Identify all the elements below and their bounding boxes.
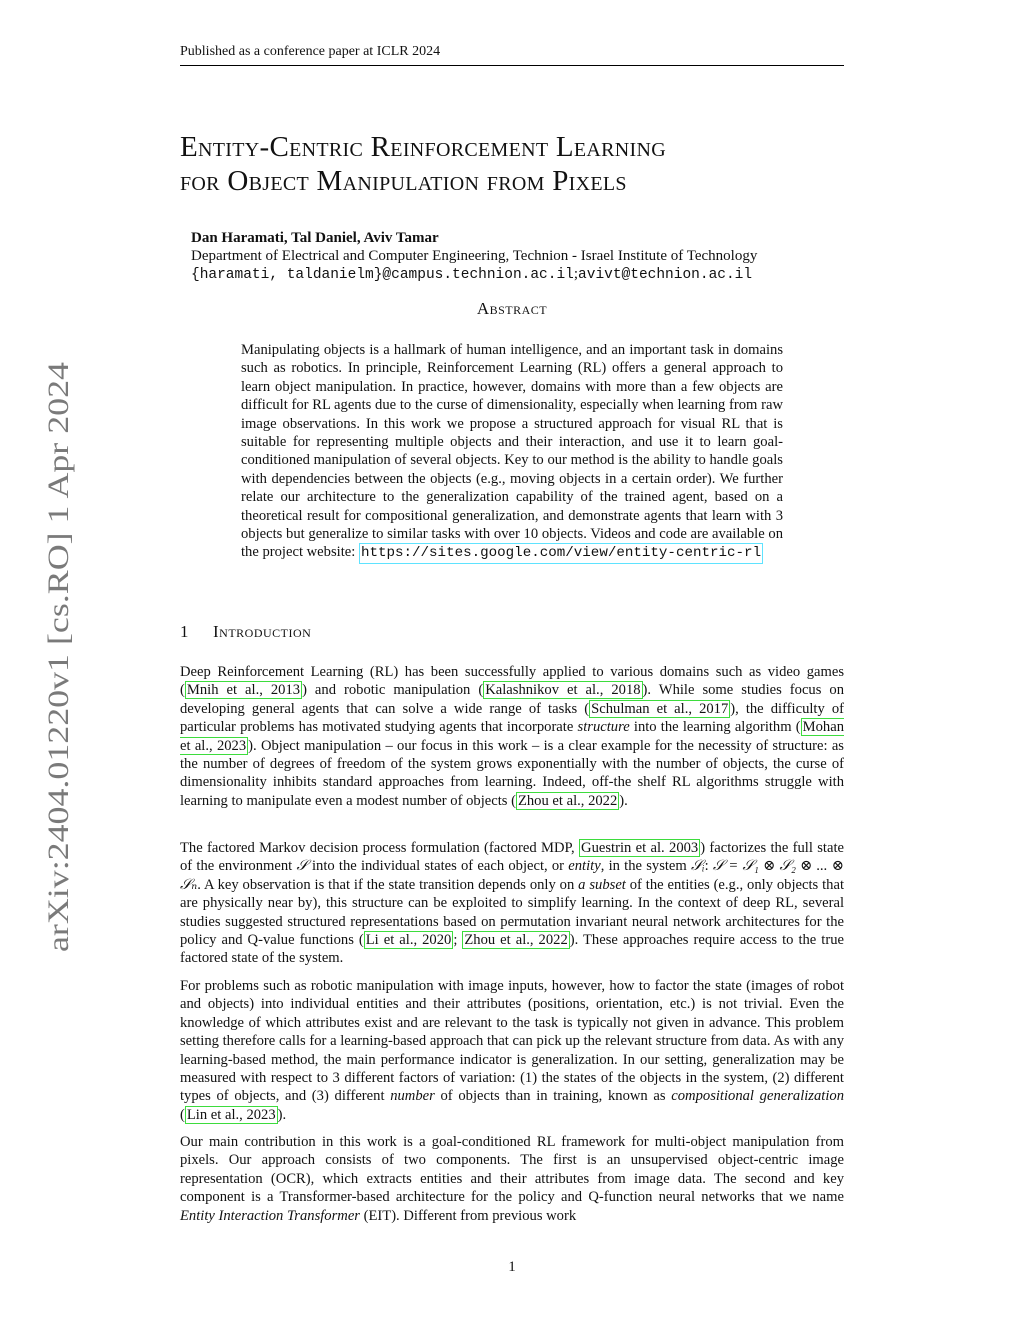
- text-run: ).: [277, 1106, 287, 1123]
- text-run: Our main contribution in this work is a goal-conditioned RL framework for multi-object manipulation from pixels. Our approach consists of two components. The first is an unsupervised object-centric image representation (OCR), which extracts entities and their attributes from image data. The second and key component is a Transformer-based architecture for the policy and Q-function neural networks that we name: [180, 1134, 844, 1206]
- paragraph-4: [180, 1133, 844, 1225]
- text-run: ;: [453, 932, 463, 949]
- math-equation: 𝒮 = 𝒮₁ ⊗ 𝒮₂ ⊗ ... ⊗ 𝒮ₙ: [180, 858, 844, 893]
- emphasis: structure: [577, 719, 630, 736]
- text-run: For problems such as robotic manipulation with image inputs, however, how to factor the state (images of robot and objects) into individual entities and their attributes (positions, orientation, etc.) is not trivial. Even the knowledge of which attributes exist and are relevant to the task is typically not given in advance. This problem setting therefore calls for a learning-based approach that can pick up the relevant structure from data. As with any learning-based method, the main performance indicator is generalization. In our setting, generalization may be measured with respect to 3 different factors of variation: (1) the states of the objects in the system, (2) different types of objects, and (3) different: [180, 978, 844, 1105]
- citation-link[interactable]: Kalashnikov et al., 2018: [485, 682, 641, 699]
- emphasis: number: [390, 1088, 435, 1105]
- emails: [191, 265, 851, 284]
- abstract-body: [241, 341, 783, 564]
- paper-title: [180, 130, 844, 198]
- citation-link[interactable]: Mohan et al., 2023: [180, 719, 844, 754]
- text-run: ) factorizes the full state of the environment: [180, 840, 844, 875]
- text-run: into the learning algorithm (: [629, 719, 801, 736]
- text-run: ), the difficulty of particular problems has motivated studying agents that incorporate: [180, 700, 844, 736]
- email-group[interactable]: {haramati, taldanielm}@campus.technion.ac.il: [191, 267, 574, 283]
- section-number: 1: [180, 622, 189, 641]
- emphasis: entity: [568, 858, 601, 875]
- page-number: 1: [508, 1259, 516, 1275]
- text-run: Deep Reinforcement Learning (RL) has been successfully applied to various domains such as video games (: [180, 664, 844, 699]
- project-url-link[interactable]: https://sites.google.com/view/entity-centric-rl: [359, 543, 763, 563]
- text-run: ).: [619, 792, 628, 809]
- citation-link[interactable]: Schulman et al., 2017: [591, 700, 729, 717]
- author-block: [191, 229, 851, 284]
- text-run: ) and robotic manipulation (: [302, 682, 484, 699]
- text-run: ). Object manipulation – our focus in this work – is a clear example for the necessity of structure: as the number of degrees of freedom of the system grows exponentially with the number of objects, the curse of dimensionality inhibits standard approaches from learning. Indeed, off-the shelf RL algorithms struggle with learning to manipulate even a modest number of objects (: [180, 737, 844, 809]
- affiliation: Department of Electrical and Computer Engineering, Technion - Israel Institute of Technology: [191, 248, 758, 264]
- abstract-heading: Abstract: [476, 299, 548, 318]
- author-names: Dan Haramati, Tal Daniel, Aviv Tamar: [191, 230, 439, 246]
- arxiv-watermark-text: arXiv:2404.01220v1 [cs.RO] 1 Apr 2024: [42, 458, 75, 952]
- text-run: (EIT). Different from previous work: [360, 1207, 577, 1224]
- citation-link[interactable]: Zhou et al., 2022: [517, 792, 618, 809]
- paragraph-2: [180, 839, 844, 968]
- text-run: . A key observation is that if the state transition depends only on: [197, 876, 579, 893]
- citation-link[interactable]: Lin et al., 2023: [186, 1106, 276, 1123]
- text-run: :: [704, 858, 713, 875]
- title-line-2: for Object Manipulation from Pixels: [180, 165, 627, 197]
- abstract-text: Manipulating objects is a hallmark of human intelligence, and an important task in domains such as robotics. In principle, Reinforcement Learning (RL) offers a general approach to learn object manipulation. In practice, however, domains with more than a few objects are difficult for RL agents due to the curse of dimensionality, especially when learning from raw image observations. In this work we propose a structured approach for visual RL that is suitable for representing multiple objects and their interaction, and use it to learn goal-conditioned manipulation of several objects. Key to our method is the ability to handle goals with dependencies between the objects (e.g., moving objects in a certain order). We further relate our architecture to the generalization capability of the trained agent, based on a theoretical result for compositional generalization, and demonstrate agents that learn with 3 objects but generalize to similar tasks with over 10 objects. Videos and code are available on the project website:: [241, 342, 783, 561]
- math-symbol: 𝒮: [296, 858, 308, 875]
- emphasis: Entity Interaction Transformer: [180, 1207, 360, 1224]
- text-run: , in the system: [600, 858, 691, 875]
- email-second[interactable]: avivt@technion.ac.il: [578, 267, 753, 283]
- email-separator: ;: [573, 266, 579, 282]
- citation-link[interactable]: Li et al., 2020: [365, 932, 452, 949]
- citation-link[interactable]: Guestrin et al. 2003: [581, 840, 699, 856]
- text-run: of objects than in training, known as: [434, 1088, 672, 1105]
- text-run: into the individual states of each object, or: [307, 858, 569, 875]
- arxiv-watermark: [28, 360, 84, 955]
- text-run: The factored Markov decision process formulation (factored MDP,: [180, 840, 580, 856]
- emphasis: a subset: [578, 876, 626, 893]
- running-header: Published as a conference paper at ICLR 2024: [180, 44, 441, 59]
- header-rule: [180, 65, 844, 66]
- section-title: Introduction: [213, 622, 312, 641]
- text-run: (: [180, 1106, 185, 1123]
- math-symbol: 𝒮ᵢ: [690, 858, 705, 875]
- text-run: of the entities (e.g., only objects that are physically near by), this structure can be exploited to simplify learning. In the context of deep RL, several studies suggested structured representations based on permutation invariant neural network architectures for the policy and Q-value functions (: [180, 876, 844, 949]
- text-run: ). While some studies focus on developing general agents that can solve a wide range of tasks (: [180, 682, 845, 717]
- emphasis: compositional generalization: [671, 1088, 844, 1105]
- paragraph-3: [180, 977, 844, 1124]
- text-run: ). These approaches require access to the true factored state of the system.: [180, 932, 844, 967]
- citation-link[interactable]: Mnih et al., 2013: [186, 682, 301, 699]
- section-heading: [180, 622, 844, 642]
- arxiv-watermark-svg: [28, 360, 84, 955]
- citation-link[interactable]: Zhou et al., 2022: [464, 932, 568, 949]
- paragraph-1: [180, 663, 844, 810]
- title-line-1: Entity-Centric Reinforcement Learning: [180, 131, 667, 163]
